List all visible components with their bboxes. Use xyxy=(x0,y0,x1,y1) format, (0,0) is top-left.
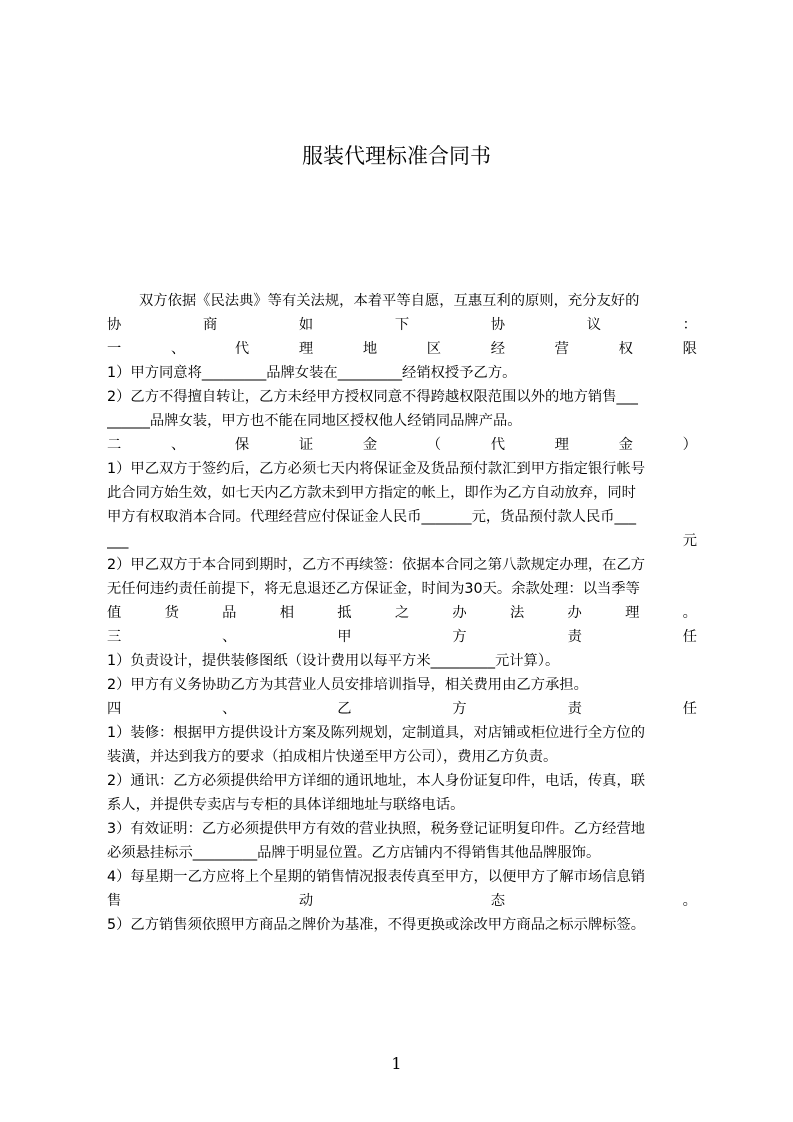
text-glyph: 任 xyxy=(682,629,697,645)
text-glyph: 营 xyxy=(554,341,569,357)
text-glyph: ： xyxy=(682,317,697,333)
text-line: 必须悬挂标示_________品牌于明显位置。乙方店铺内不得销售其他品牌服饰。 xyxy=(107,845,601,861)
text-glyph: 动 xyxy=(298,893,314,909)
text-glyph: 货 xyxy=(164,605,179,621)
text-glyph: 商 xyxy=(202,317,218,333)
text-glyph: 态 xyxy=(490,893,506,909)
text-glyph: 办 xyxy=(452,605,467,621)
text-line xyxy=(107,313,697,337)
text-glyph: 经 xyxy=(490,341,506,357)
text-glyph: 地 xyxy=(362,341,378,357)
text-glyph: 理 xyxy=(554,437,569,453)
text-glyph: 甲 xyxy=(337,629,352,645)
text-glyph: 之 xyxy=(394,605,410,621)
text-glyph: 议 xyxy=(586,317,601,333)
text-line: 1）装修：根据甲方提供设计方案及陈列规划，定制道具，对店铺或柜位进行全方位的 xyxy=(107,725,646,741)
text-glyph: 限 xyxy=(682,341,697,357)
text-line xyxy=(107,889,697,913)
text-line: 1）甲方同意将_________品牌女装在_________经销权授予乙方。 xyxy=(107,365,517,381)
text-line: 1）负责设计，提供装修图纸（设计费用以每平方米_________元计算）。 xyxy=(107,653,560,669)
text-glyph: 区 xyxy=(426,341,442,357)
text-glyph: 、 xyxy=(222,629,237,645)
text-line: 装潢，并达到我方的要求（拍成相片快递至甲方公司），费用乙方负责。 xyxy=(107,749,558,765)
text-line: 5）乙方销售须依照甲方商品之牌价为基准，不得更换或涂改甲方商品之标示牌标签。 xyxy=(107,917,646,933)
text-glyph: 权 xyxy=(618,341,633,357)
text-glyph: 法 xyxy=(509,605,525,621)
text-glyph: （ xyxy=(426,437,442,453)
text-glyph: 办 xyxy=(567,605,582,621)
text-line: 4）每星期一乙方应将上个星期的销售情况报表传真至甲方，以便甲方了解市场信息销 xyxy=(107,869,646,885)
document-title: 服装代理标准合同书 xyxy=(302,144,491,168)
text-glyph: 抵 xyxy=(337,605,352,621)
text-line: 甲方有权取消本合同。代理经营应付保证金人民币_______元，货品预付款人民币___ xyxy=(107,509,636,525)
text-glyph: ） xyxy=(682,437,697,453)
text-glyph: 一 xyxy=(107,341,122,357)
text-glyph: 责 xyxy=(567,701,582,717)
text-line: 2）通讯：乙方必须提供给甲方详细的通讯地址，本人身份证复印件，电话，传真，联 xyxy=(107,773,646,789)
text-glyph: 、 xyxy=(170,437,186,453)
text-line: 无任何违约责任前提下，将无息退还乙方保证金，时间为30天。余款处理：以当季等 xyxy=(107,581,640,597)
text-glyph: 方 xyxy=(452,629,467,645)
text-glyph: 责 xyxy=(567,629,582,645)
text-glyph: 协 xyxy=(490,317,506,333)
text-glyph: 方 xyxy=(452,701,467,717)
text-glyph: 四 xyxy=(107,701,122,717)
text-glyph: 下 xyxy=(394,317,410,333)
text-line: ______品牌女装，甲方也不能在同地区授权他人经销同品牌产品。 xyxy=(107,413,522,429)
text-glyph: 金 xyxy=(618,437,633,453)
text-line xyxy=(107,601,697,625)
text-glyph: 代 xyxy=(490,437,506,453)
text-glyph: 保 xyxy=(234,437,250,453)
text-line xyxy=(107,625,697,649)
text-glyph: 。 xyxy=(682,605,697,621)
page-number: 1 xyxy=(391,1054,402,1073)
text-glyph: 元 xyxy=(682,533,697,549)
text-glyph: 乙 xyxy=(337,701,352,717)
text-line xyxy=(107,337,697,361)
text-glyph: 相 xyxy=(279,605,294,621)
text-line: 2）乙方不得擅自转让，乙方未经甲方授权同意不得跨越权限范围以外的地方销售___ xyxy=(107,389,638,405)
text-glyph: ___ xyxy=(107,533,129,549)
text-glyph: 二 xyxy=(107,437,122,453)
text-glyph: 任 xyxy=(682,701,697,717)
text-line: 2）甲乙双方于本合同到期时，乙方不再续签：依据本合同之第八款规定办理，在乙方 xyxy=(107,557,646,573)
text-glyph: 金 xyxy=(362,437,378,453)
text-line: 1）甲乙双方于签约后，乙方必须七天内将保证金及货品预付款汇到甲方指定银行帐号 xyxy=(107,461,646,477)
text-glyph: 理 xyxy=(625,605,640,621)
text-glyph: 、 xyxy=(222,701,237,717)
text-line xyxy=(107,529,697,553)
text-glyph: 协 xyxy=(107,317,122,333)
text-glyph: 、 xyxy=(170,341,186,357)
text-line xyxy=(107,697,697,721)
text-line: 系人，并提供专卖店与专柜的具体详细地址与联络电话。 xyxy=(107,797,465,813)
text-line: 此合同方始生效，如七天内乙方款未到甲方指定的帐上，即作为乙方自动放弃，同时 xyxy=(107,485,636,501)
text-glyph: 代 xyxy=(234,341,250,357)
text-glyph: 三 xyxy=(107,629,122,645)
text-glyph: 如 xyxy=(298,317,314,333)
text-line: 2）甲方有义务协助乙方为其营业人员安排培训指导，相关费用由乙方承担。 xyxy=(107,677,588,693)
text-line: 3）有效证明：乙方必须提供甲方有效的营业执照，税务登记证明复印件。乙方经营地 xyxy=(107,821,646,837)
text-glyph: 。 xyxy=(682,893,697,909)
text-line xyxy=(107,433,697,457)
document-body xyxy=(107,289,697,937)
text-glyph: 理 xyxy=(298,341,314,357)
text-line: 双方依据《民法典》等有关法规，本着平等自愿，互惠互利的原则，充分友好的 xyxy=(139,293,640,309)
text-glyph: 证 xyxy=(298,437,314,453)
text-glyph: 售 xyxy=(107,893,122,909)
text-glyph: 值 xyxy=(107,605,122,621)
text-glyph: 品 xyxy=(222,605,237,621)
